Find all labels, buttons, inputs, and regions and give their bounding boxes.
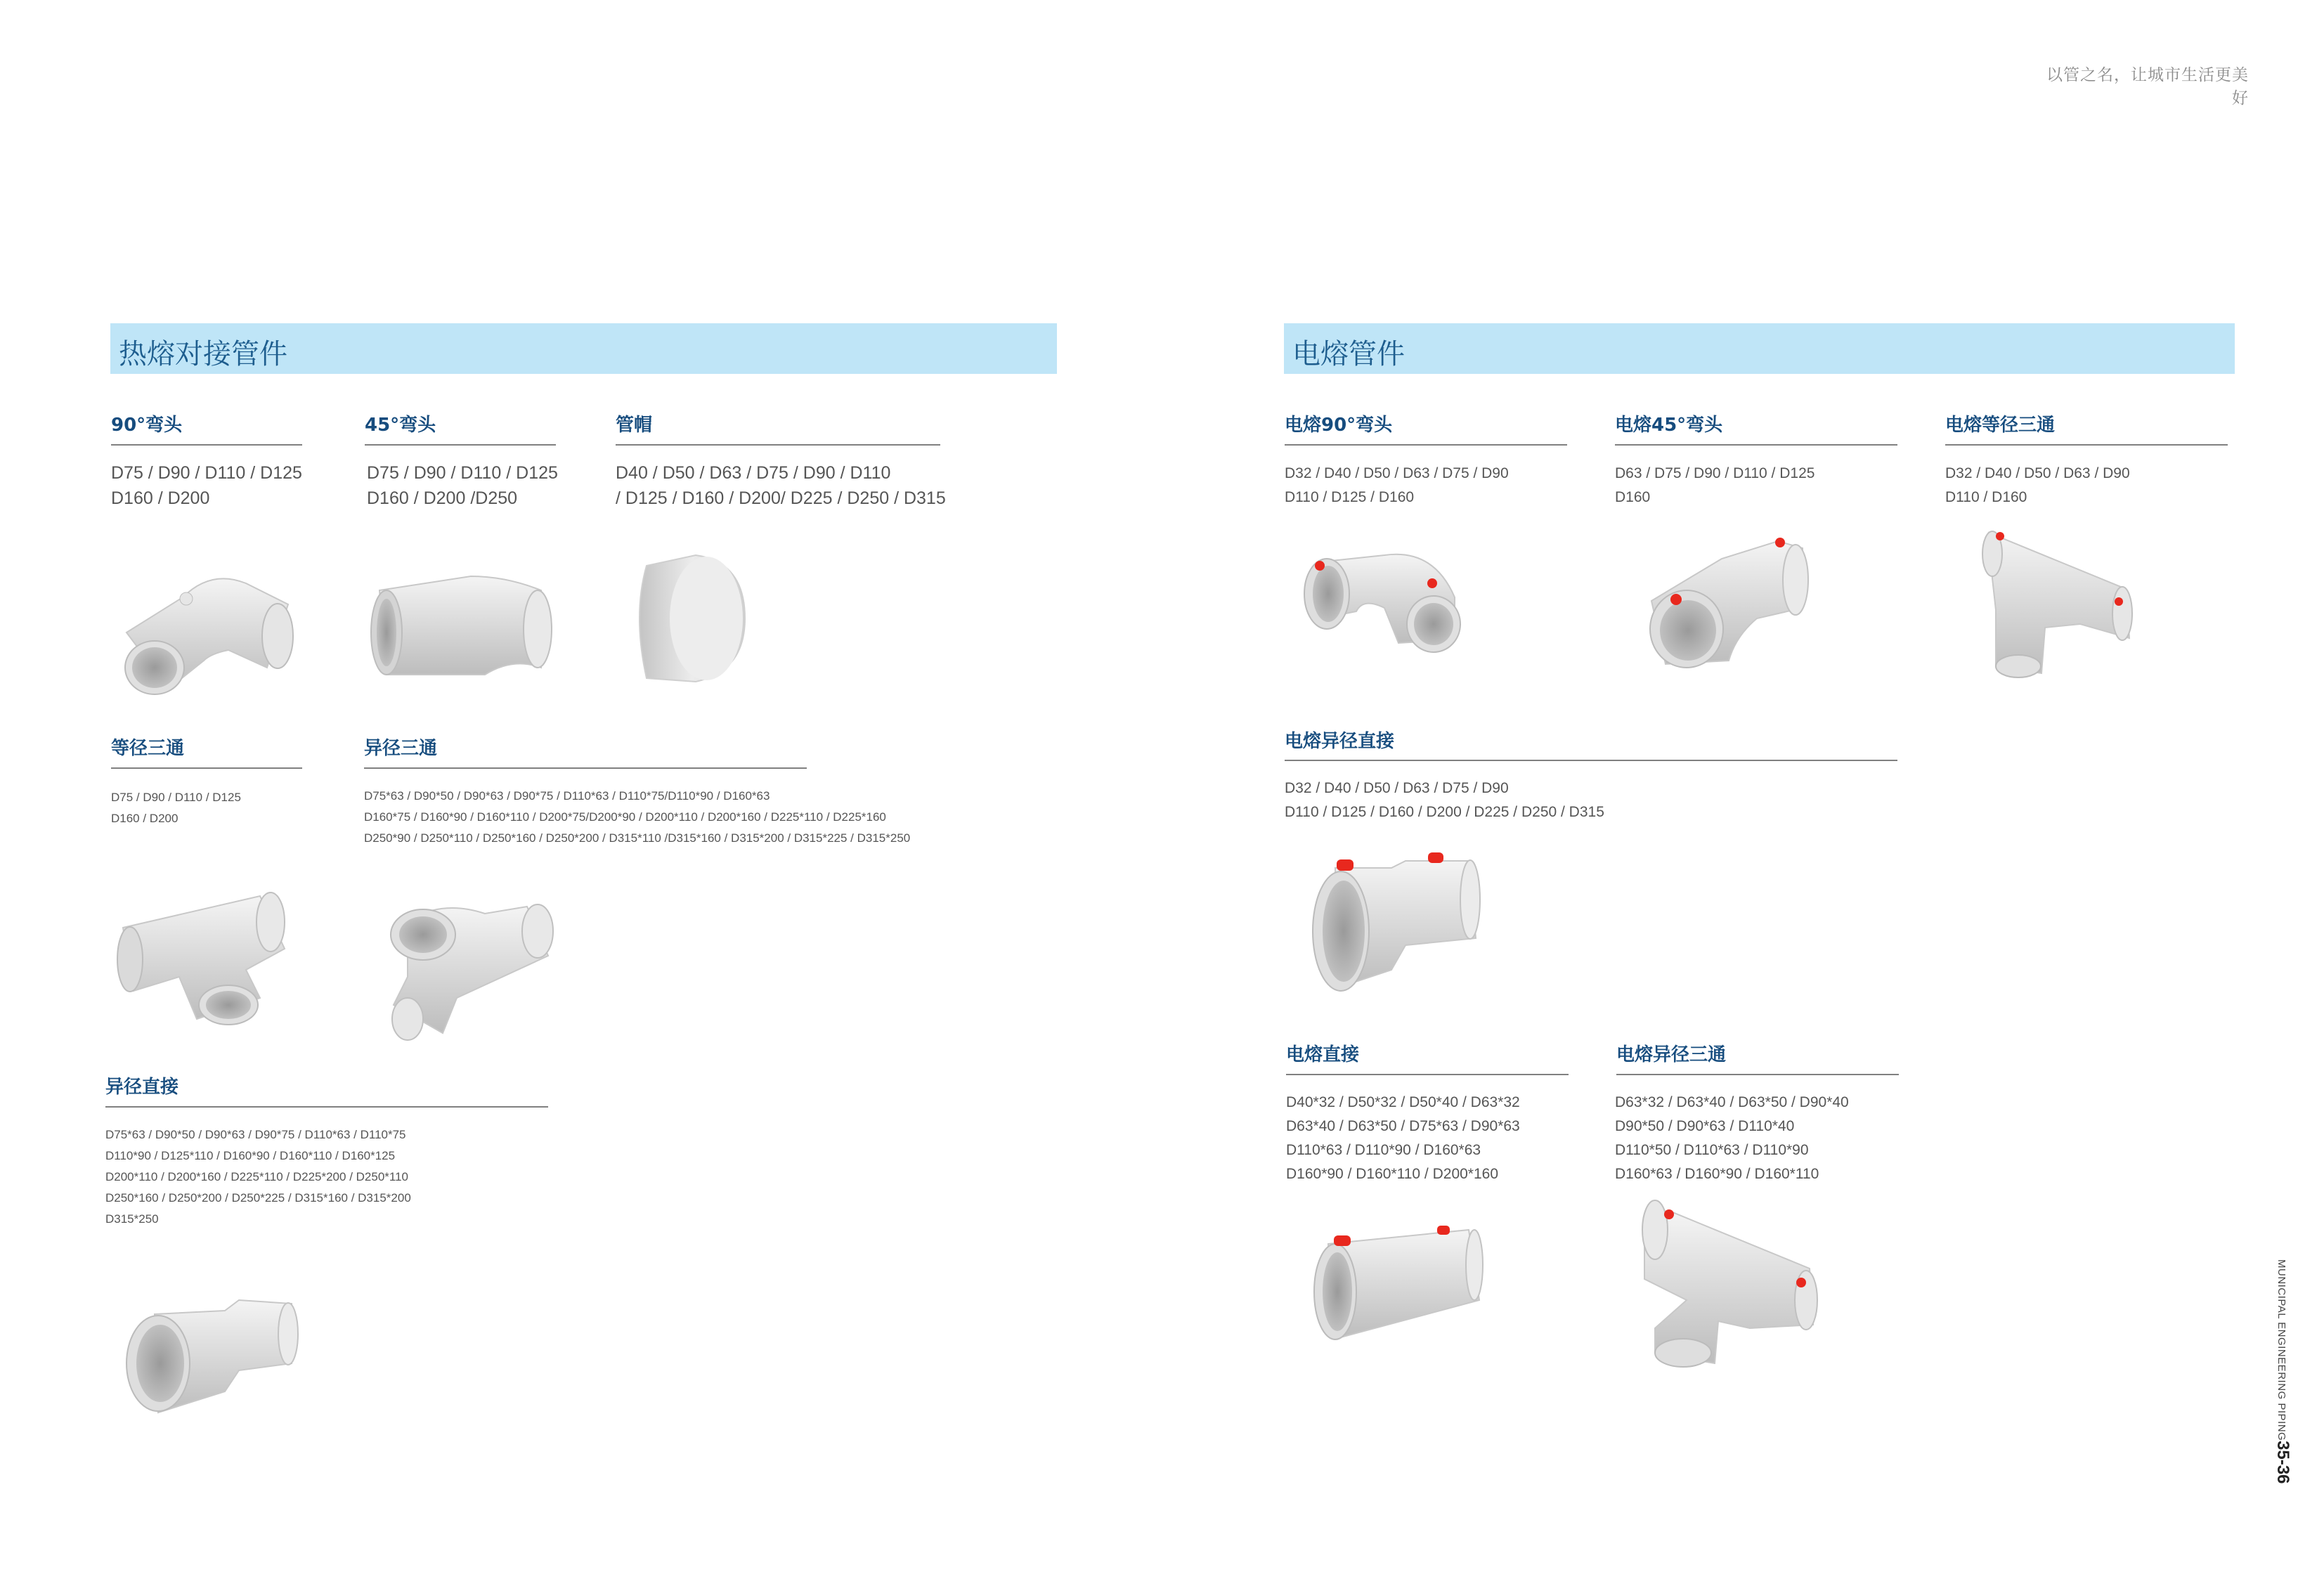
spec-line: D110*50 / D110*63 / D110*90 — [1615, 1142, 1809, 1158]
spec-line: D63 / D75 / D90 / D110 / D125 — [1615, 465, 1815, 481]
product-specs-ef-equal-tee — [1945, 462, 2130, 510]
spec-line: D110 / D125 / D160 — [1285, 489, 1415, 505]
terminal-pin — [2115, 597, 2123, 606]
product-rule — [105, 1106, 548, 1108]
spec-line: D160 / D200 /D250 — [367, 488, 518, 508]
spec-line: / D125 / D160 / D200/ D225 / D250 / D315 — [616, 488, 946, 508]
elbow45-image — [365, 562, 562, 689]
terminal-pin — [1670, 594, 1682, 605]
product-title-ef-coupler: 电熔直接 — [1286, 1044, 1360, 1065]
terminal-pin — [1334, 1235, 1351, 1246]
product-title-ef-reducing-tee: 电熔异径三通 — [1616, 1044, 1727, 1065]
spec-line: D75*63 / D90*50 / D90*63 / D90*75 / D110*63 / D110*75 — [105, 1128, 406, 1141]
spec-line: D75 / D90 / D110 / D125 — [111, 791, 241, 804]
spec-line: D75 / D90 / D110 / D125 — [111, 463, 302, 483]
ef-reducing-tee-image — [1634, 1202, 1824, 1370]
product-specs-cap — [616, 460, 946, 511]
cap-image — [625, 545, 752, 692]
terminal-pin — [1775, 538, 1785, 547]
ef-elbow45-image — [1637, 531, 1820, 678]
product-title-elbow90: 90°弯头 — [111, 415, 183, 436]
spec-line: D63*40 / D63*50 / D75*63 / D90*63 — [1286, 1118, 1520, 1134]
spec-line: D40 / D50 / D63 / D75 / D90 / D110 — [616, 463, 891, 483]
spec-line: D40*32 / D50*32 / D50*40 / D63*32 — [1286, 1094, 1520, 1110]
product-rule — [1616, 1074, 1899, 1075]
product-rule — [1615, 444, 1897, 446]
product-rule — [1285, 444, 1567, 446]
terminal-pin — [1427, 578, 1437, 588]
spec-line: D160*75 / D160*90 / D160*110 / D200*75/D200*90 / D200*110 / D200*160 / D225*110 / D225*160 — [364, 810, 886, 824]
terminal-pin — [1664, 1209, 1674, 1219]
spec-line: D315*250 — [105, 1212, 159, 1226]
product-rule — [111, 444, 302, 446]
reducer-image — [119, 1293, 302, 1420]
spec-line: D160 — [1615, 489, 1651, 505]
product-specs-elbow90 — [111, 460, 302, 511]
slogan: 以管之名，让城市生活更美好 — [2046, 66, 2249, 108]
product-rule — [1286, 1074, 1569, 1075]
product-specs-elbow45 — [367, 460, 558, 511]
section-title-electrofusion: 电熔管件 — [1292, 338, 1405, 370]
terminal-pin — [1337, 859, 1353, 871]
section-title-hot-melt: 热熔对接管件 — [119, 338, 287, 370]
product-title-equal-tee: 等径三通 — [111, 738, 185, 759]
product-title-ef-elbow45: 电熔45°弯头 — [1615, 415, 1723, 436]
product-specs-ef-coupler — [1286, 1091, 1520, 1186]
reducing-tee-image — [379, 893, 562, 1040]
product-title-cap: 管帽 — [616, 415, 653, 436]
product-specs-reducer — [105, 1124, 411, 1230]
terminal-pin — [1796, 1278, 1806, 1287]
spec-line: D250*160 / D250*200 / D250*225 / D315*160 / D315*200 — [105, 1191, 411, 1205]
ef-elbow90-image — [1293, 541, 1476, 668]
product-specs-equal-tee — [111, 787, 241, 829]
product-specs-ef-reducer — [1285, 777, 1604, 824]
equal-tee-image — [112, 885, 295, 1026]
ef-reducer-image — [1307, 847, 1483, 994]
ef-coupler-image — [1307, 1216, 1490, 1349]
product-specs-ef-elbow90 — [1285, 462, 1509, 510]
product-rule — [1945, 444, 2228, 446]
spec-line: D75 / D90 / D110 / D125 — [367, 463, 558, 483]
terminal-pin — [1428, 852, 1443, 863]
terminal-pin — [1315, 561, 1325, 571]
product-title-ef-elbow90: 电熔90°弯头 — [1285, 415, 1393, 436]
ef-equal-tee-image — [1975, 526, 2136, 680]
product-title-ef-reducer: 电熔异径直接 — [1285, 731, 1395, 752]
spec-line: D250*90 / D250*110 / D250*160 / D250*200 / D315*110 /D315*160 / D315*200 / D315*225 / D315*250 — [364, 831, 911, 845]
terminal-pin — [1437, 1226, 1450, 1235]
product-rule — [1285, 760, 1897, 761]
page-numbers: 35-36 — [2273, 1441, 2292, 1484]
product-specs-ef-reducing-tee — [1615, 1091, 1849, 1186]
product-specs-reducing-tee — [364, 786, 910, 849]
spec-line: D32 / D40 / D50 / D63 / D75 / D90 — [1285, 465, 1509, 481]
spec-line: D200*110 / D200*160 / D225*110 / D225*200 / D250*110 — [105, 1170, 408, 1183]
product-rule — [365, 444, 556, 446]
spec-line: D110*90 / D125*110 / D160*90 / D160*110 / D160*125 — [105, 1149, 396, 1162]
spec-line: D75*63 / D90*50 / D90*63 / D90*75 / D110*63 / D110*75/D110*90 / D160*63 — [364, 789, 770, 803]
spec-line: D32 / D40 / D50 / D63 / D90 — [1945, 465, 2130, 481]
terminal-pin — [1996, 532, 2004, 540]
product-rule — [111, 767, 302, 769]
product-title-elbow45: 45°弯头 — [365, 415, 436, 436]
elbow90-image — [105, 555, 302, 703]
product-title-reducing-tee: 异径三通 — [364, 738, 438, 759]
product-specs-ef-elbow45 — [1615, 462, 1815, 510]
spec-line: D110 / D125 / D160 / D200 / D225 / D250 / D315 — [1285, 804, 1604, 820]
product-rule — [364, 767, 807, 769]
spec-line: D110*63 / D110*90 / D160*63 — [1286, 1142, 1481, 1158]
spec-line: D160*90 / D160*110 / D200*160 — [1286, 1166, 1499, 1182]
spec-line: D160 / D200 — [111, 488, 210, 508]
spec-line: D160*63 / D160*90 / D160*110 — [1615, 1166, 1819, 1182]
spec-line: D90*50 / D90*63 / D110*40 — [1615, 1118, 1795, 1134]
product-title-ef-equal-tee: 电熔等径三通 — [1945, 415, 2056, 436]
spec-line: D160 / D200 — [111, 812, 178, 825]
side-label: MUNICIPAL ENGINEERING PIPING — [2276, 1259, 2287, 1441]
spec-line: D110 / D160 — [1945, 489, 2027, 505]
product-title-reducer: 异径直接 — [105, 1077, 179, 1098]
section-band-electrofusion — [1284, 323, 2235, 374]
section-band-hot-melt — [110, 323, 1057, 374]
spec-line: D63*32 / D63*40 / D63*50 / D90*40 — [1615, 1094, 1849, 1110]
product-rule — [616, 444, 940, 446]
spec-line: D32 / D40 / D50 / D63 / D75 / D90 — [1285, 780, 1509, 796]
